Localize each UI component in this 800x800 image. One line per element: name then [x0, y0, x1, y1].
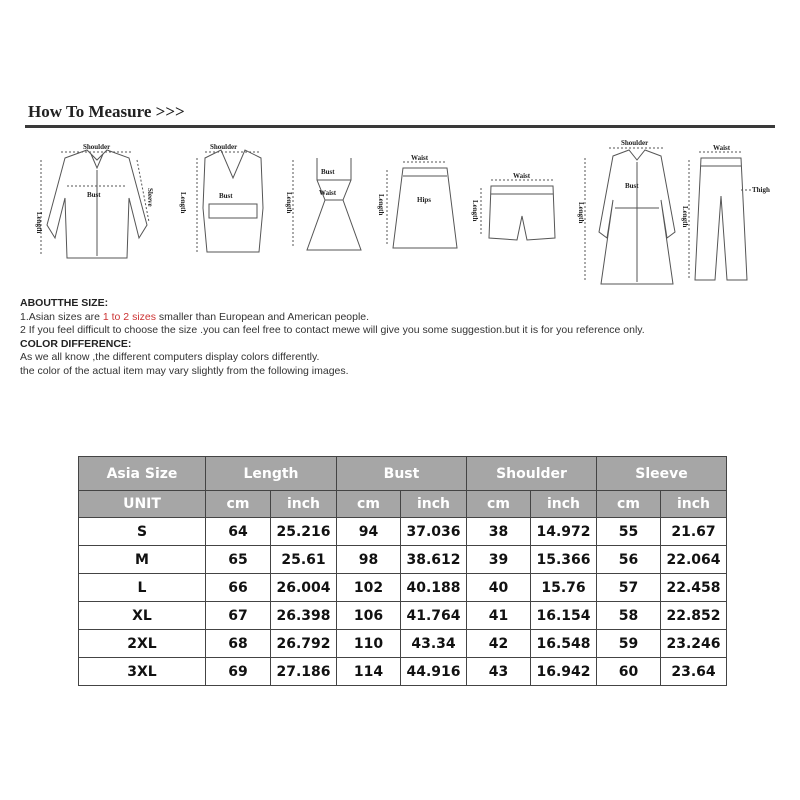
- table-cell: S: [79, 518, 206, 546]
- table-cell: 65: [206, 546, 271, 574]
- table-cell: 106: [337, 602, 401, 630]
- table-unit-cell: cm: [597, 491, 661, 518]
- dress-waist-label: Waist: [319, 189, 337, 197]
- blouse-illustration: [35, 143, 154, 258]
- table-cell: 37.036: [401, 518, 467, 546]
- blouse-shoulder-label: Shoulder: [83, 143, 111, 151]
- size-notes: [20, 297, 645, 378]
- table-cell: 38.612: [401, 546, 467, 574]
- table-cell: 27.186: [271, 658, 337, 686]
- note-line-1: [20, 311, 645, 325]
- note-line-1-pre: 1.Asian sizes are: [20, 310, 103, 323]
- table-cell: 16.154: [531, 602, 597, 630]
- table-cell: 41.764: [401, 602, 467, 630]
- table-cell: 66: [206, 574, 271, 602]
- table-unit-cell: cm: [206, 491, 271, 518]
- dress-length-label: Length: [285, 192, 293, 214]
- skirt-length-label: Length: [377, 194, 385, 216]
- note-line-1-post: smaller than European and American people.: [156, 310, 370, 323]
- table-unit-cell: inch: [531, 491, 597, 518]
- table-cell: 102: [337, 574, 401, 602]
- table-cell: 3XL: [79, 658, 206, 686]
- coat-length-label: Length: [577, 202, 585, 224]
- table-row: [79, 658, 727, 686]
- table-cell: 57: [597, 574, 661, 602]
- vest-illustration: [179, 143, 263, 252]
- table-header-row: [79, 457, 727, 491]
- shorts-illustration: [471, 172, 555, 240]
- table-cell: 43.34: [401, 630, 467, 658]
- table-row: [79, 630, 727, 658]
- shorts-waist-label: Waist: [513, 172, 531, 180]
- table-cell: 23.246: [661, 630, 727, 658]
- skirt-illustration: [377, 154, 457, 248]
- vest-bust-label: Bust: [219, 192, 233, 200]
- table-cell: 56: [597, 546, 661, 574]
- blouse-length-label: Length: [35, 212, 43, 234]
- table-cell: 25.216: [271, 518, 337, 546]
- table-cell: 64: [206, 518, 271, 546]
- table-cell: XL: [79, 602, 206, 630]
- vest-shoulder-label: Shoulder: [210, 143, 238, 151]
- table-cell: 55: [597, 518, 661, 546]
- measure-illustrations: [25, 130, 775, 292]
- table-row: [79, 518, 727, 546]
- table-cell: 22.458: [661, 574, 727, 602]
- table-cell: 42: [467, 630, 531, 658]
- note-line-3: As we all know ,the different computers display colors differently.: [20, 351, 320, 363]
- table-unit-cell: inch: [401, 491, 467, 518]
- table-cell: 114: [337, 658, 401, 686]
- table-cell: 38: [467, 518, 531, 546]
- coat-bust-label: Bust: [625, 182, 639, 190]
- table-cell: 25.61: [271, 546, 337, 574]
- table-cell: 110: [337, 630, 401, 658]
- table-cell: 16.942: [531, 658, 597, 686]
- section-heading: How To Measure >>>: [28, 102, 185, 121]
- table-cell: 67: [206, 602, 271, 630]
- pants-illustration: [681, 144, 770, 280]
- table-cell: 58: [597, 602, 661, 630]
- pants-thigh-label: Thigh: [752, 186, 770, 194]
- table-header-cell: Asia Size: [79, 457, 206, 491]
- vest-length-label: Length: [179, 192, 187, 214]
- shorts-length-label: Length: [471, 200, 479, 222]
- table-cell: 94: [337, 518, 401, 546]
- table-cell: 2XL: [79, 630, 206, 658]
- table-cell: 22.064: [661, 546, 727, 574]
- table-unit-cell: cm: [337, 491, 401, 518]
- table-cell: 68: [206, 630, 271, 658]
- table-cell: 22.852: [661, 602, 727, 630]
- table-cell: 41: [467, 602, 531, 630]
- heading-divider: [25, 125, 775, 128]
- table-cell: 15.366: [531, 546, 597, 574]
- skirt-hips-label: Hips: [417, 196, 432, 204]
- note-line-1-highlight: 1 to 2 sizes: [102, 310, 156, 323]
- table-header-cell: Sleeve: [597, 457, 727, 491]
- blouse-sleeve-label: Sleeve: [146, 188, 154, 207]
- table-row: [79, 602, 727, 630]
- pants-waist-label: Waist: [713, 144, 731, 152]
- table-cell: 26.398: [271, 602, 337, 630]
- table-cell: 40: [467, 574, 531, 602]
- table-cell: 39: [467, 546, 531, 574]
- note-line-4: the color of the actual item may vary slightly from the following images.: [20, 364, 349, 377]
- table-cell: 14.972: [531, 518, 597, 546]
- table-unit-cell: cm: [467, 491, 531, 518]
- table-row: [79, 574, 727, 602]
- table-cell: 43: [467, 658, 531, 686]
- coat-illustration: [577, 139, 675, 284]
- table-cell: 23.64: [661, 658, 727, 686]
- table-unit-cell: inch: [271, 491, 337, 518]
- table-cell: L: [79, 574, 206, 602]
- table-cell: 40.188: [401, 574, 467, 602]
- coat-shoulder-label: Shoulder: [621, 139, 649, 147]
- table-cell: 16.548: [531, 630, 597, 658]
- table-header-cell: Shoulder: [467, 457, 597, 491]
- skirt-waist-label: Waist: [411, 154, 429, 162]
- about-size-title: ABOUTTHE SIZE:: [20, 297, 109, 309]
- dress-bust-label: Bust: [321, 168, 335, 176]
- table-cell: 15.76: [531, 574, 597, 602]
- table-cell: M: [79, 546, 206, 574]
- table-cell: 98: [337, 546, 401, 574]
- table-unit-cell: inch: [661, 491, 727, 518]
- table-header-cell: Length: [206, 457, 337, 491]
- table-cell: 44.916: [401, 658, 467, 686]
- table-unit-cell: UNIT: [79, 491, 206, 518]
- table-unit-row: [79, 491, 727, 518]
- table-cell: 26.004: [271, 574, 337, 602]
- table-cell: 26.792: [271, 630, 337, 658]
- table-header-cell: Bust: [337, 457, 467, 491]
- table-cell: 59: [597, 630, 661, 658]
- table-row: [79, 546, 727, 574]
- table-cell: 69: [206, 658, 271, 686]
- cami-dress-illustration: [285, 158, 361, 250]
- blouse-bust-label: Bust: [87, 191, 101, 199]
- pants-length-label: Length: [681, 206, 689, 228]
- color-difference-title: COLOR DIFFERENCE:: [20, 337, 132, 350]
- size-chart-table: [78, 456, 727, 686]
- note-line-2: 2 If you feel difficult to choose the size .you can feel free to contact mewe will give you some suggestion.but it is for you reference only.: [20, 324, 645, 336]
- table-cell: 60: [597, 658, 661, 686]
- table-cell: 21.67: [661, 518, 727, 546]
